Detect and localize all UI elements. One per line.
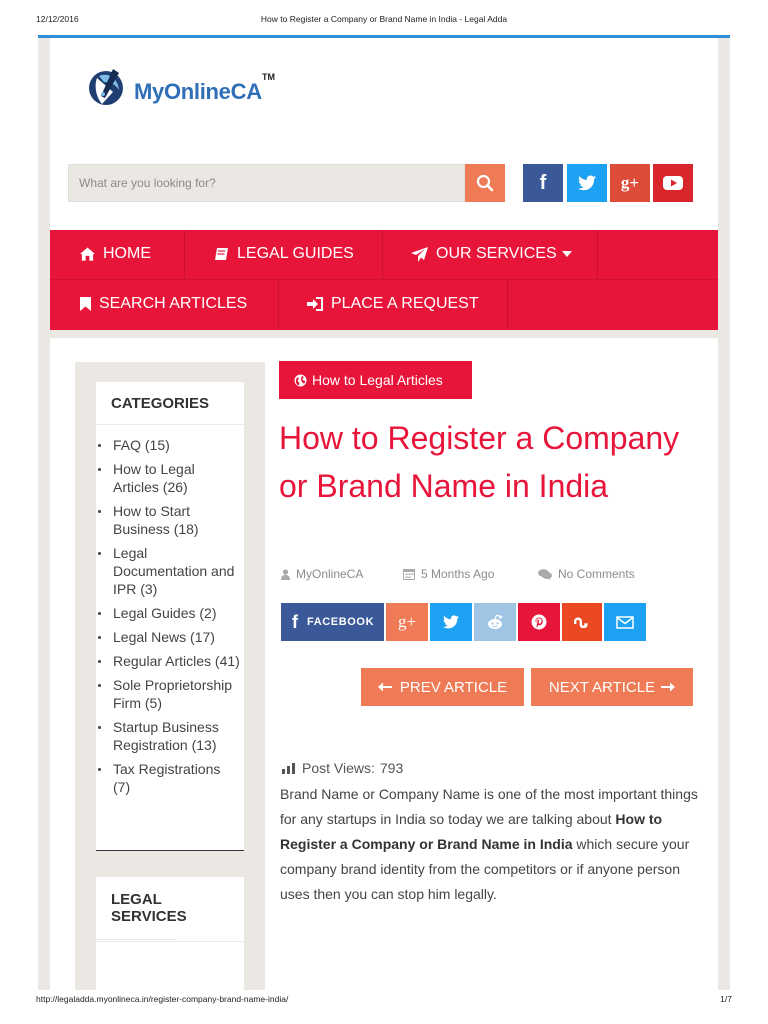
category-item[interactable]: Startup Business Registration (13) xyxy=(96,718,240,754)
author-name: MyOnlineCA xyxy=(296,567,364,581)
print-doc-title: How to Register a Company or Brand Name in India - Legal Adda xyxy=(260,14,508,24)
pinterest-icon xyxy=(531,614,547,630)
facebook-icon: f xyxy=(539,171,547,194)
nav-home[interactable] xyxy=(80,229,151,279)
nav-search-articles-label: SEARCH ARTICLES xyxy=(99,295,248,312)
categories-title: CATEGORIES xyxy=(96,382,244,425)
twitter-button[interactable] xyxy=(567,164,607,202)
article-comments[interactable] xyxy=(538,567,635,581)
print-date: 12/12/2016 xyxy=(36,14,79,24)
facebook-button[interactable] xyxy=(523,164,563,202)
nav-place-request[interactable] xyxy=(307,279,479,329)
arrow-right-icon xyxy=(661,682,675,692)
stumbleupon-icon xyxy=(573,616,591,628)
prev-article-button[interactable] xyxy=(361,668,524,706)
arrow-left-icon xyxy=(378,682,392,692)
twitter-icon xyxy=(443,615,459,629)
home-icon xyxy=(80,247,95,261)
legal-services-widget xyxy=(96,877,244,990)
reddit-icon xyxy=(486,614,504,630)
share-twitter-button[interactable] xyxy=(430,603,472,641)
googleplus-icon: g+ xyxy=(397,612,417,631)
logo-wordmark: MyOnlineCA xyxy=(134,79,262,104)
bar-chart-icon xyxy=(282,763,295,774)
nav-place-request-label: PLACE A REQUEST xyxy=(331,295,479,312)
next-article-label: NEXT ARTICLE xyxy=(548,678,656,696)
search-input[interactable] xyxy=(69,165,464,201)
nav-separator xyxy=(184,230,185,279)
share-googleplus-button[interactable] xyxy=(386,603,428,641)
nav-legal-guides[interactable] xyxy=(214,229,354,279)
share-email-button[interactable] xyxy=(604,603,646,641)
search-icon xyxy=(476,174,494,192)
category-item[interactable]: Legal News (17) xyxy=(96,628,240,646)
article-body-intro: Brand Name or Company Name is one of the most important things for any startups in India so today we are talking about xyxy=(280,786,698,827)
share-pinterest-button[interactable] xyxy=(518,603,560,641)
category-item[interactable]: How to Legal Articles (26) xyxy=(96,460,240,496)
nav-separator xyxy=(507,280,508,330)
article-body-bold: How to Register a Company or Brand Name in India xyxy=(280,811,663,852)
print-header xyxy=(0,14,768,28)
nav-our-services[interactable] xyxy=(411,229,572,279)
nav-separator xyxy=(382,230,383,279)
search-button[interactable] xyxy=(465,164,505,202)
category-item[interactable]: How to Start Business (18) xyxy=(96,502,240,538)
date-text: 5 Months Ago xyxy=(421,567,495,581)
post-views-label: Post Views: xyxy=(302,760,375,776)
calendar-icon xyxy=(403,568,415,580)
bookmark-icon xyxy=(80,297,91,311)
post-views-count: 793 xyxy=(379,760,404,776)
print-page-number: 1/7 xyxy=(720,994,732,1004)
envelope-icon xyxy=(616,616,634,629)
pen-nib-logo-icon xyxy=(86,64,130,114)
googleplus-icon: g+ xyxy=(620,173,640,192)
comments-icon xyxy=(538,569,552,580)
article-body-rest: which secure your company brand identity from the competitors or if anyone person uses then you can stop him legally. xyxy=(280,836,690,902)
category-item[interactable]: Legal Guides (2) xyxy=(96,604,240,622)
nav-home-label: HOME xyxy=(103,245,151,262)
legal-services-title: LEGAL SERVICES xyxy=(96,877,176,940)
nav-separator xyxy=(278,280,279,330)
categories-widget xyxy=(96,382,244,851)
share-reddit-button[interactable] xyxy=(474,603,516,641)
prev-article-label: PREV ARTICLE xyxy=(399,678,508,696)
widget-divider xyxy=(96,941,244,942)
article-author[interactable] xyxy=(281,567,363,581)
twitter-icon xyxy=(578,175,596,191)
nav-legal-guides-label: LEGAL GUIDES xyxy=(237,245,354,262)
site-logo[interactable] xyxy=(86,62,286,112)
print-footer xyxy=(0,994,768,1008)
print-url: http://legaladda.myonlineca.in/register-company-brand-name-india/ xyxy=(36,994,289,1004)
next-article-button[interactable] xyxy=(531,668,693,706)
article-title: How to Register a Company or Brand Name in India xyxy=(279,420,680,504)
caret-down-icon xyxy=(562,251,572,257)
googleplus-button[interactable] xyxy=(610,164,650,202)
logo-trademark: TM xyxy=(262,72,275,82)
nav-our-services-label: OUR SERVICES xyxy=(436,245,557,262)
article-category-badge[interactable] xyxy=(279,361,472,399)
category-item[interactable]: Tax Registrations (7) xyxy=(96,760,240,796)
nav-search-articles[interactable] xyxy=(80,279,247,329)
search-box xyxy=(68,164,465,202)
globe-icon xyxy=(294,374,307,387)
user-icon xyxy=(281,569,290,580)
category-item[interactable]: Sole Proprietorship Firm (5) xyxy=(96,676,240,712)
article-body xyxy=(280,782,700,907)
paper-plane-icon xyxy=(411,247,428,262)
post-views xyxy=(282,760,403,776)
book-icon xyxy=(214,247,229,261)
article-date xyxy=(403,567,494,581)
article-category-label: How to Legal Articles xyxy=(312,372,443,388)
comments-text: No Comments xyxy=(558,567,635,581)
category-item[interactable]: Legal Documentation and IPR (3) xyxy=(96,544,240,598)
youtube-icon xyxy=(663,176,683,190)
youtube-button[interactable] xyxy=(653,164,693,202)
nav-separator xyxy=(597,230,598,279)
share-stumbleupon-button[interactable] xyxy=(562,603,602,641)
categories-list xyxy=(96,425,244,808)
sign-in-icon xyxy=(307,297,323,311)
category-item[interactable]: Regular Articles (41) xyxy=(96,652,240,670)
share-facebook-label: FACEBOOK xyxy=(307,616,375,628)
share-facebook-button[interactable] xyxy=(281,603,384,641)
facebook-icon: f xyxy=(292,611,298,632)
category-item[interactable]: FAQ (15) xyxy=(96,436,240,454)
